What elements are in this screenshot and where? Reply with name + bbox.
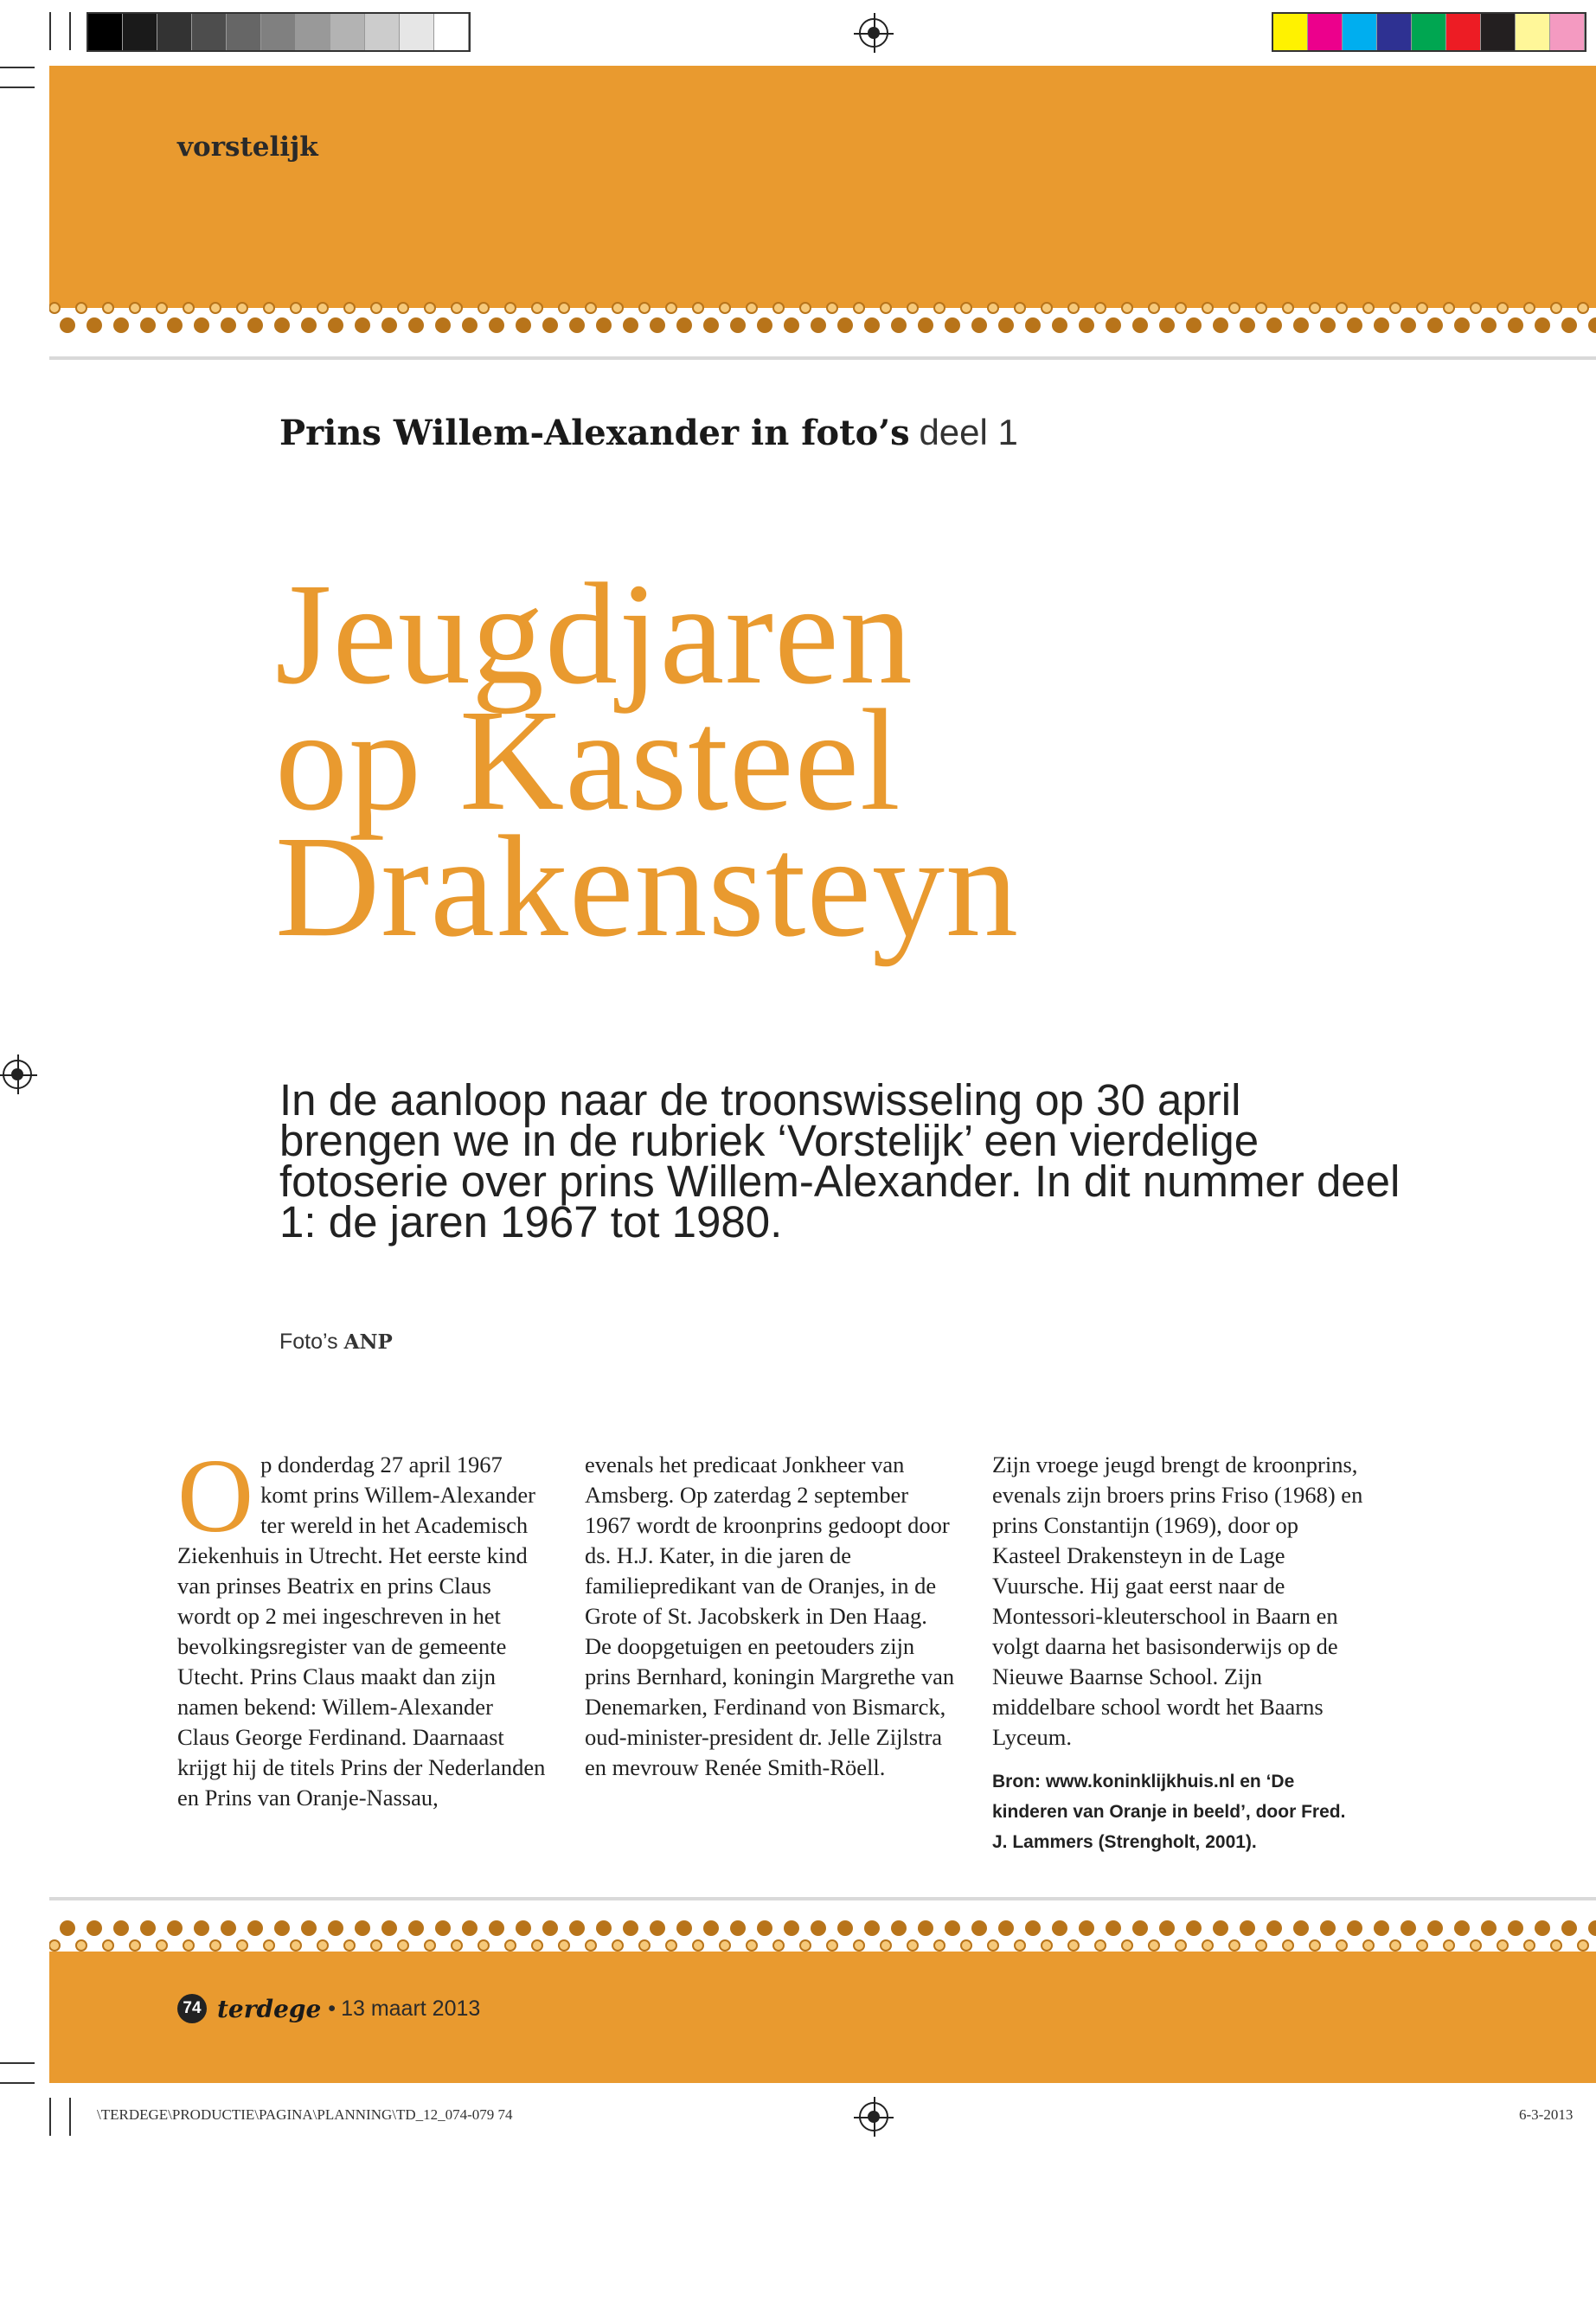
dot <box>811 1920 826 1936</box>
dot <box>516 317 531 333</box>
dot <box>1015 303 1025 313</box>
dot <box>167 1920 183 1936</box>
body-column-1 <box>177 1438 549 1813</box>
dot <box>559 303 569 313</box>
page-footer <box>177 1994 480 2023</box>
dot <box>489 1920 504 1936</box>
dot <box>1454 1920 1470 1936</box>
dot <box>864 1920 880 1936</box>
dot <box>1481 317 1497 333</box>
dot <box>784 317 799 333</box>
dot <box>194 317 209 333</box>
dot <box>1283 303 1293 313</box>
dot <box>837 317 853 333</box>
dot <box>1561 1920 1577 1936</box>
issue-date: 13 maart 2013 <box>341 1996 481 2021</box>
color-swatch <box>1481 14 1516 50</box>
dot <box>586 1940 596 1951</box>
dot <box>435 1920 451 1936</box>
dot <box>666 1940 676 1951</box>
source-note: Bron: www.koninklijkhuis.nl en ‘De kinderen van Oranje in beeld’, door Fred. J. Lammers (Strengholt, 2001). <box>992 1772 1346 1852</box>
dot <box>1363 1940 1374 1951</box>
dot <box>773 303 784 313</box>
dot <box>1132 317 1148 333</box>
dot <box>1481 1920 1497 1936</box>
color-swatch <box>1550 14 1585 50</box>
dot <box>650 317 665 333</box>
dot <box>478 303 489 313</box>
dot <box>1417 303 1427 313</box>
headline <box>275 554 1020 967</box>
dot <box>1497 1940 1508 1951</box>
dot <box>1578 303 1588 313</box>
dot <box>998 1920 1014 1936</box>
print-slug-date: 6-3-2013 <box>1519 2106 1574 2123</box>
dot <box>1578 1940 1588 1951</box>
gray-swatch <box>261 14 296 50</box>
dot <box>274 1920 290 1936</box>
dot <box>1310 1940 1320 1951</box>
gray-swatch <box>192 14 227 50</box>
dot <box>596 317 612 333</box>
dot <box>961 1940 971 1951</box>
dot <box>1524 1940 1535 1951</box>
dot <box>703 1920 719 1936</box>
dot <box>344 1940 355 1951</box>
dot <box>971 1920 987 1936</box>
dot <box>1283 1940 1293 1951</box>
dot <box>157 303 167 313</box>
dot <box>371 303 381 313</box>
dot <box>1159 317 1175 333</box>
dot <box>623 1920 638 1936</box>
dot <box>381 317 397 333</box>
dot <box>1551 303 1561 313</box>
dot <box>425 303 435 313</box>
dot <box>542 1920 558 1936</box>
dot <box>998 317 1014 333</box>
dot <box>827 303 837 313</box>
gray-swatch <box>330 14 365 50</box>
header-rule <box>49 356 1596 360</box>
dot <box>918 317 933 333</box>
dot <box>1159 1920 1175 1936</box>
column-text: Zijn vroege jeugd brengt de kroonprins, evenals zijn broers prins Friso (1968) en prins Constantijn (1969), door op Kasteel Drakensteyn in de Lage Vuursche. Hij gaat eerst naar de Montessori-kleuterschool in Baarn en volgt daarna het basisonderwijs op de Nieuwe Baarnse School. Zijn middelbare school wordt het Baarns Lyceum. <box>992 1452 1363 1750</box>
dot <box>612 1940 623 1951</box>
dot <box>1347 317 1362 333</box>
dot <box>559 1940 569 1951</box>
dot <box>113 317 129 333</box>
dot <box>532 1940 542 1951</box>
crop-mark <box>0 2082 35 2084</box>
dot <box>237 303 247 313</box>
dot <box>505 303 516 313</box>
dot <box>1068 303 1079 313</box>
dot <box>676 317 692 333</box>
dot <box>452 1940 462 1951</box>
crop-mark <box>49 12 51 50</box>
dot <box>1551 1940 1561 1951</box>
dot <box>1390 1940 1401 1951</box>
dot <box>757 317 772 333</box>
dot <box>1042 303 1052 313</box>
color-swatch <box>1273 14 1308 50</box>
header-band <box>49 66 1596 308</box>
dot <box>1106 1920 1121 1936</box>
registration-target-icon <box>3 1060 32 1089</box>
dot <box>1444 1940 1454 1951</box>
dot <box>800 303 811 313</box>
dot <box>291 1940 301 1951</box>
dot <box>408 317 424 333</box>
gray-swatch <box>365 14 400 50</box>
dot <box>516 1920 531 1936</box>
dot <box>1122 1940 1132 1951</box>
magazine-logo: terdege <box>217 1994 322 2023</box>
dot <box>210 303 221 313</box>
dot <box>1079 1920 1094 1936</box>
dot <box>747 303 757 313</box>
dot <box>1266 317 1282 333</box>
color-swatch <box>1377 14 1412 50</box>
dot <box>183 303 194 313</box>
dot <box>183 1940 194 1951</box>
dot <box>811 317 826 333</box>
dot <box>1293 317 1309 333</box>
column-text: p donderdag 27 april 1967 komt prins Willem-Alexander ter wereld in het Academisch Ziekenhuis in Utrecht. Het eerste kind van prinses Beatrix en prins Claus wordt op 2 mei ingeschreven in het bevolkingsregister van de gemeente Utecht. Prins Claus maakt dan zijn namen bekend: Willem-Alexander Claus George Ferdinand. Daarnaast krijgt hij de titels Prins der Nederlanden en Prins van Oranje-Nassau, <box>177 1452 546 1811</box>
dot <box>586 303 596 313</box>
dot <box>676 1920 692 1936</box>
dot <box>1508 317 1523 333</box>
registration-target-icon <box>859 18 888 48</box>
dot <box>452 303 462 313</box>
dot <box>264 1940 274 1951</box>
dot <box>49 1940 60 1951</box>
dot <box>1042 1940 1052 1951</box>
dot <box>1374 1920 1389 1936</box>
credit-label: Foto’s <box>279 1330 338 1354</box>
dot <box>971 317 987 333</box>
dot <box>130 1940 140 1951</box>
dot <box>1025 1920 1041 1936</box>
dot <box>1202 303 1213 313</box>
dot <box>881 1940 891 1951</box>
dot <box>489 317 504 333</box>
dot <box>1229 303 1240 313</box>
dot <box>1561 317 1577 333</box>
dot <box>542 317 558 333</box>
drop-cap: O <box>177 1438 254 1554</box>
column-text: evenals het predicaat Jonkheer van Amsberg. Op zaterdag 2 september 1967 wordt de kroonprins gedoopt door ds. H.J. Kater, in die jaren de familiepredikant van de Oranjes, in de Grote of St. Jacobskerk in Den Haag. De doopgetuigen en peetouders zijn prins Bernhard, koningin Margrethe van Denemarken, Ferdinand von Bismarck, oud-minister-president dr. Jelle Zijlstra en mevrouw Renée Smith-Röell. <box>585 1452 955 1780</box>
dot <box>907 1940 918 1951</box>
dot <box>1122 303 1132 313</box>
dot <box>1336 303 1347 313</box>
dot <box>1106 317 1121 333</box>
footer-separator: • <box>328 1996 337 2021</box>
photo-credit <box>279 1330 393 1355</box>
dot <box>274 317 290 333</box>
dot <box>221 317 236 333</box>
dot <box>87 317 102 333</box>
dot <box>1025 317 1041 333</box>
dot <box>328 317 343 333</box>
gray-swatch <box>296 14 330 50</box>
dot <box>650 1920 665 1936</box>
color-swatch <box>1308 14 1343 50</box>
dot <box>1417 1940 1427 1951</box>
dot <box>1186 1920 1202 1936</box>
print-slug-path: \TERDEGE\PRODUCTIE\PAGINA\PLANNING\TD_12_074-079 74 <box>97 2106 513 2123</box>
credit-source: ANP <box>343 1330 393 1354</box>
dot <box>1427 1920 1443 1936</box>
dot <box>720 303 730 313</box>
dot <box>907 303 918 313</box>
series-kicker <box>279 412 1018 454</box>
dot <box>1213 1920 1228 1936</box>
color-swatch <box>1516 14 1550 50</box>
dot <box>596 1920 612 1936</box>
dot <box>1471 303 1481 313</box>
dot <box>800 1940 811 1951</box>
crop-mark <box>0 87 35 88</box>
series-title: Prins Willem-Alexander in foto’s <box>279 413 910 453</box>
dot <box>693 303 703 313</box>
dot <box>934 303 945 313</box>
dot <box>1256 303 1266 313</box>
dot <box>344 303 355 313</box>
registration-target-icon <box>859 2102 888 2131</box>
dot <box>1588 317 1596 333</box>
dot <box>1497 303 1508 313</box>
dot <box>612 303 623 313</box>
dot <box>1149 1940 1159 1951</box>
dot <box>1132 1920 1148 1936</box>
dot <box>747 1940 757 1951</box>
headline-line: Jeugdjaren <box>275 554 913 715</box>
dot <box>569 317 585 333</box>
intro-paragraph: In de aanloop naar de troonswisseling op 30 april brengen we in de rubriek ‘Vorstelijk’ een vierdelige fotoserie over prins Willem-Alexander. In dit nummer deel 1: de jaren 1967 tot 1980. <box>279 1075 1401 1247</box>
dot <box>76 1940 87 1951</box>
dot <box>1256 1940 1266 1951</box>
dot <box>891 1920 907 1936</box>
color-swatch <box>1446 14 1481 50</box>
dot <box>60 1920 75 1936</box>
dot <box>210 1940 221 1951</box>
dot <box>130 303 140 313</box>
gray-swatch <box>157 14 192 50</box>
dot <box>1390 303 1401 313</box>
dot <box>1535 317 1550 333</box>
dot <box>891 317 907 333</box>
dot <box>1186 317 1202 333</box>
dot <box>945 1920 960 1936</box>
dot <box>1052 1920 1067 1936</box>
gray-swatch <box>123 14 157 50</box>
headline-line: Drakensteyn <box>275 806 1020 967</box>
dot <box>103 1940 113 1951</box>
dot <box>247 317 263 333</box>
page-number: 74 <box>177 1994 207 2023</box>
dot <box>221 1920 236 1936</box>
dot <box>60 317 75 333</box>
dot <box>730 1920 746 1936</box>
dot <box>1079 317 1094 333</box>
dot <box>784 1920 799 1936</box>
dot <box>355 317 370 333</box>
dot <box>703 317 719 333</box>
dot <box>291 303 301 313</box>
dot <box>945 317 960 333</box>
dot <box>76 303 87 313</box>
dot <box>773 1940 784 1951</box>
dot <box>1068 1940 1079 1951</box>
dot <box>317 303 328 313</box>
crop-mark <box>69 12 71 50</box>
dot <box>532 303 542 313</box>
section-label: vorstelijk <box>177 131 318 163</box>
dot <box>881 303 891 313</box>
dot <box>1176 303 1186 313</box>
dot <box>1213 317 1228 333</box>
dot <box>264 303 274 313</box>
dot <box>1471 1940 1481 1951</box>
dot <box>1444 303 1454 313</box>
dot <box>1454 317 1470 333</box>
dot <box>1588 1920 1596 1936</box>
dot <box>194 1920 209 1936</box>
dot <box>113 1920 129 1936</box>
crop-mark <box>0 67 35 68</box>
dot <box>1052 317 1067 333</box>
dot <box>167 317 183 333</box>
dot <box>988 1940 998 1951</box>
dot <box>837 1920 853 1936</box>
dot <box>1240 317 1255 333</box>
crop-mark <box>49 2098 51 2136</box>
dot <box>462 317 478 333</box>
dot <box>720 1940 730 1951</box>
dot <box>49 303 60 313</box>
dot <box>1095 303 1106 313</box>
dot <box>408 1920 424 1936</box>
dot <box>988 303 998 313</box>
dot <box>103 303 113 313</box>
dot <box>371 1940 381 1951</box>
dot <box>398 1940 408 1951</box>
dot <box>247 1920 263 1936</box>
dot <box>87 1920 102 1936</box>
dot <box>1363 303 1374 313</box>
dot <box>478 1940 489 1951</box>
dot <box>854 303 864 313</box>
dot <box>435 317 451 333</box>
dot <box>730 317 746 333</box>
dot <box>666 303 676 313</box>
gray-swatch <box>88 14 123 50</box>
dot <box>1427 317 1443 333</box>
dot <box>693 1940 703 1951</box>
dot <box>301 317 317 333</box>
dot <box>1095 1940 1106 1951</box>
color-registration-strip <box>1272 12 1586 52</box>
dot <box>1015 1940 1025 1951</box>
body-column-2 <box>585 1450 957 1783</box>
dot <box>1336 1940 1347 1951</box>
dot <box>1229 1940 1240 1951</box>
dotted-border-bottom <box>49 1918 1596 1956</box>
series-part: deel 1 <box>919 412 1018 452</box>
footer-rule <box>49 1897 1596 1900</box>
dot <box>1310 303 1320 313</box>
dot <box>1401 1920 1416 1936</box>
dot <box>157 1940 167 1951</box>
dot <box>425 1940 435 1951</box>
dot <box>1535 1920 1550 1936</box>
dot <box>961 303 971 313</box>
dot <box>1293 1920 1309 1936</box>
dot <box>462 1920 478 1936</box>
dot <box>1320 1920 1336 1936</box>
dot <box>934 1940 945 1951</box>
dot <box>854 1940 864 1951</box>
dot <box>301 1920 317 1936</box>
dot <box>398 303 408 313</box>
dot <box>639 1940 650 1951</box>
color-swatch <box>1343 14 1377 50</box>
dot <box>355 1920 370 1936</box>
dot <box>381 1920 397 1936</box>
dot <box>505 1940 516 1951</box>
dot <box>1240 1920 1255 1936</box>
dot <box>639 303 650 313</box>
dot <box>1347 1920 1362 1936</box>
dot <box>1266 1920 1282 1936</box>
gray-swatch <box>400 14 434 50</box>
dot <box>1524 303 1535 313</box>
dot <box>1508 1920 1523 1936</box>
dot <box>623 317 638 333</box>
dot <box>1401 317 1416 333</box>
body-column-3 <box>992 1450 1364 1857</box>
gray-swatch <box>434 14 469 50</box>
dot <box>140 1920 156 1936</box>
dot <box>328 1920 343 1936</box>
dot <box>757 1920 772 1936</box>
gray-swatch <box>227 14 261 50</box>
dot <box>827 1940 837 1951</box>
dot <box>1374 317 1389 333</box>
dot <box>237 1940 247 1951</box>
dot <box>864 317 880 333</box>
dot <box>1176 1940 1186 1951</box>
crop-mark <box>0 2062 35 2064</box>
headline-line: op Kasteel <box>275 680 901 841</box>
dotted-border-top <box>49 298 1596 336</box>
dot <box>317 1940 328 1951</box>
dot <box>1149 303 1159 313</box>
crop-mark <box>69 2098 71 2136</box>
dot <box>1320 317 1336 333</box>
dot <box>918 1920 933 1936</box>
dot <box>1202 1940 1213 1951</box>
dot <box>569 1920 585 1936</box>
color-swatch <box>1412 14 1446 50</box>
grayscale-registration-strip <box>87 12 471 52</box>
dot <box>140 317 156 333</box>
